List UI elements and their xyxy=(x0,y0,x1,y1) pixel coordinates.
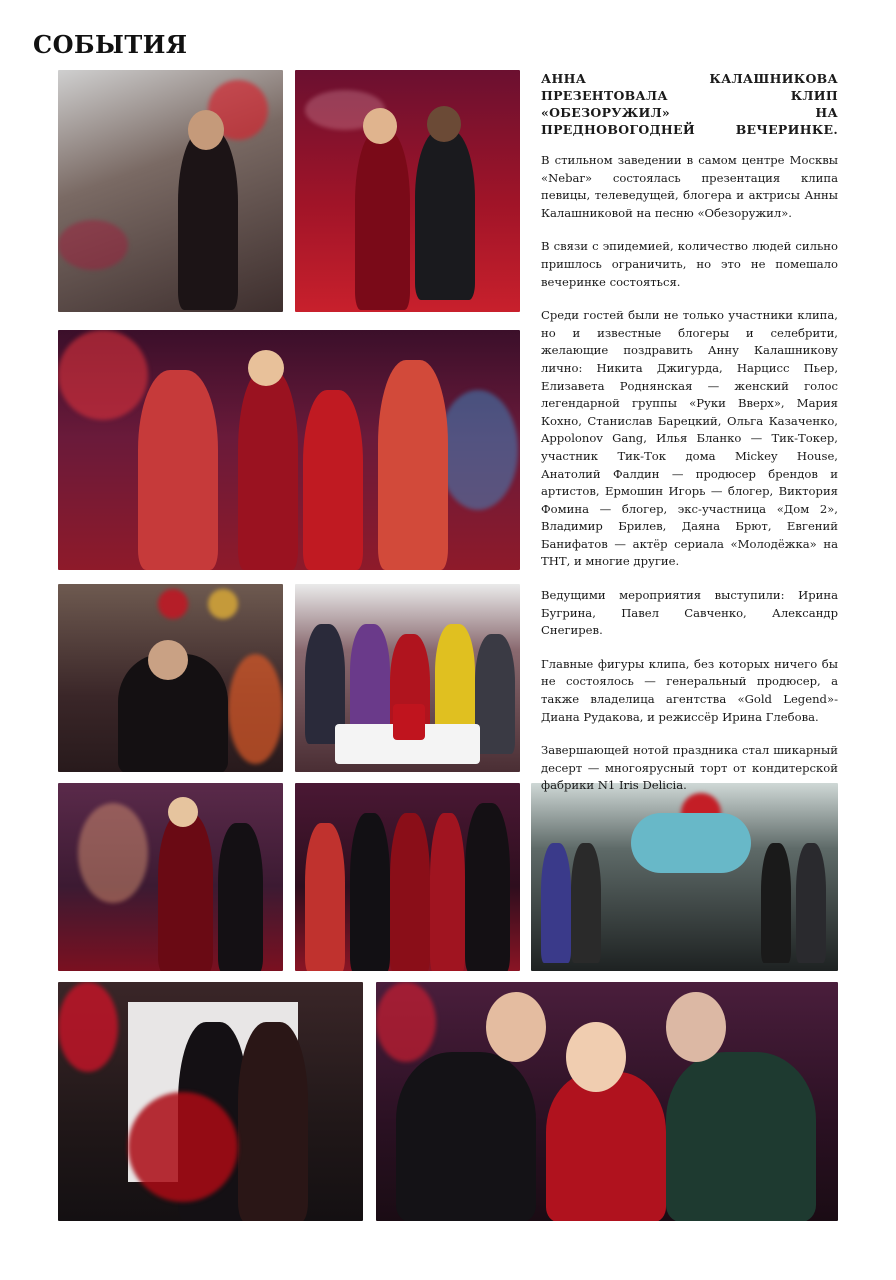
photo-guest-in-leather xyxy=(58,584,283,772)
article-paragraph-5: Главные фигуры клипа, без которых ничего бы не состоялось — генеральный продюсер, а также владелица агентства «Gold Legend»- Диана Рудакова, и режиссёр Ирина Глебова. xyxy=(541,656,838,724)
photo-crowd-with-cake xyxy=(295,584,520,772)
article-headline: АННА КАЛАШНИКОВА ПРЕЗЕНТОВАЛА КЛИП «ОБЕЗОРУЖИЛ» НА ПРЕДНОВОГОДНЕЙ ВЕЧЕРИНКЕ. xyxy=(541,71,838,137)
article-paragraph-6: Завершающей нотой праздника стал шикарный десерт — многоярусный торт от кондитерской фабрики N1 Iris Delicia. xyxy=(541,743,838,793)
photo-performer-singing xyxy=(58,70,283,312)
article-paragraph-3: Среди гостей были не только участники клипа, но и известные блогеры и селебрити, желающие поздравить Анну Калашникову лично: Никита Джигурда, Нарцисс Пьер, Елизавета Роднянская — женский голос легендарной группы «Руки Вверх», Мария Кохно, Станислав Барецкий, Ольга Казаченко, Appolonov Gang, Илья Бланко — Тик-Токер, участник Тик-Ток дома Mickey House, Анатолий Фалдин — продюсер брендов и артистов, Ермошин Игорь — блогер, Виктория Фомина — блогер, экс-участница «Дом 2», Владимир Брилев, Даяна Брют, Евгений Банифатов — актёр сериала «Молодёжка» на ТНТ, и многие другие. xyxy=(541,308,838,569)
photo-group-with-masks xyxy=(58,330,520,570)
photo-trio-portrait xyxy=(376,982,838,1221)
photo-kiss-with-roses xyxy=(58,982,363,1221)
photo-guests-with-gifts xyxy=(295,70,520,312)
photo-dancers-jump xyxy=(531,783,838,971)
photo-group-at-backdrop xyxy=(295,783,520,971)
article-paragraph-2: В связи с эпидемией, количество людей сильно пришлось ограничить, но это не помешало вечеринке состояться. xyxy=(541,239,838,289)
photo-duo-at-backdrop xyxy=(58,783,283,971)
article-paragraph-1: В стильном заведении в самом центре Москвы «Nebar» состоялась презентация клипа певицы, телеведущей, блогера и актрисы Анны Калашниковой на песню «Обезоружил». xyxy=(541,153,838,220)
section-title: СОБЫТИЯ xyxy=(33,30,188,59)
article xyxy=(541,70,838,811)
article-paragraph-4: Ведущими мероприятия выступили: Ирина Бугрина, Павел Савченко, Александр Снегирев. xyxy=(541,588,838,638)
